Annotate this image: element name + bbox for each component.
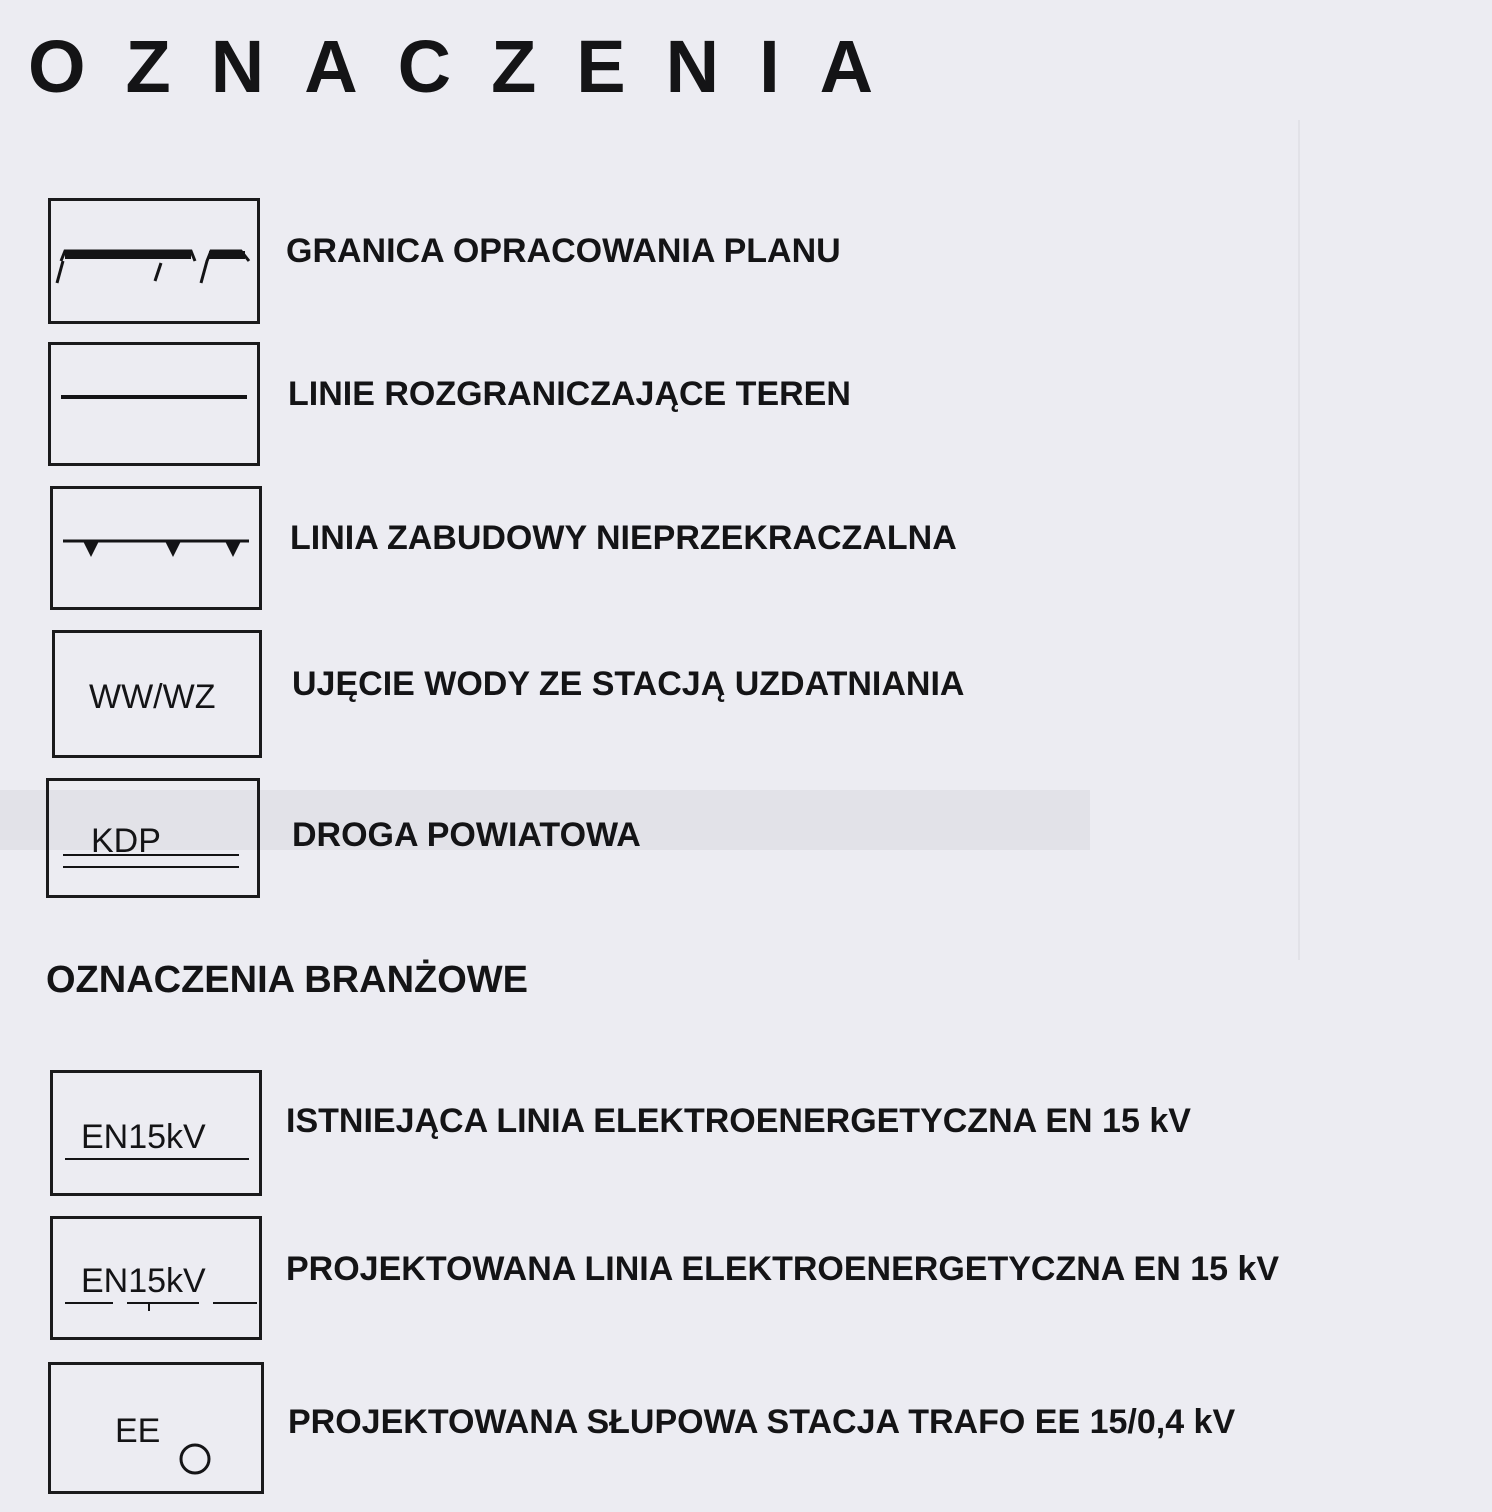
branch-label-existing-line: ISTNIEJĄCA LINIA ELEKTROENERGETYCZNA EN 15 kV	[286, 1102, 1191, 1140]
existing-line-icon	[53, 1073, 265, 1199]
legend-label-building-line: LINIA ZABUDOWY NIEPRZEKRACZALNA	[290, 519, 957, 557]
boundary-line-icon	[51, 201, 263, 327]
legend-symbol-county-road	[46, 778, 260, 898]
legend-symbol-solid-line	[48, 342, 260, 466]
existing-line-code: EN15kV	[81, 1118, 206, 1156]
transformer-circle-icon	[51, 1365, 267, 1497]
county-road-code: KDP	[91, 822, 161, 860]
legend-symbol-boundary	[48, 198, 260, 324]
water-intake-code: WW/WZ	[89, 678, 216, 716]
legend-symbol-building-line	[50, 486, 262, 610]
branch-symbol-transformer	[48, 1362, 264, 1494]
page-title: OZNACZENIA	[28, 25, 914, 108]
transformer-code: EE	[115, 1412, 161, 1450]
legend-symbol-water-intake	[52, 630, 262, 758]
legend-label-boundary: GRANICA OPRACOWANIA PLANU	[286, 232, 841, 270]
double-line-icon	[49, 781, 263, 901]
branch-label-transformer: PROJEKTOWANA SŁUPOWA STACJA TRAFO EE 15/0,4 kV	[288, 1403, 1236, 1441]
triangle-line-icon	[53, 489, 265, 613]
branch-symbol-existing-line	[50, 1070, 262, 1196]
dashed-line-icon	[53, 1219, 265, 1343]
projected-line-code: EN15kV	[81, 1262, 206, 1300]
legend-label-solid-line: LINIE ROZGRANICZAJĄCE TEREN	[288, 375, 851, 413]
legend-label-county-road: DROGA POWIATOWA	[292, 816, 641, 854]
scan-fold-line	[1298, 120, 1300, 960]
branch-label-projected-line: PROJEKTOWANA LINIA ELEKTROENERGETYCZNA EN 15 kV	[286, 1250, 1280, 1288]
branch-section-title: OZNACZENIA BRANŻOWE	[46, 959, 528, 1001]
branch-symbol-projected-line	[50, 1216, 262, 1340]
legend-label-water-intake: UJĘCIE WODY ZE STACJĄ UZDATNIANIA	[292, 665, 965, 703]
solid-line-icon	[51, 345, 263, 469]
